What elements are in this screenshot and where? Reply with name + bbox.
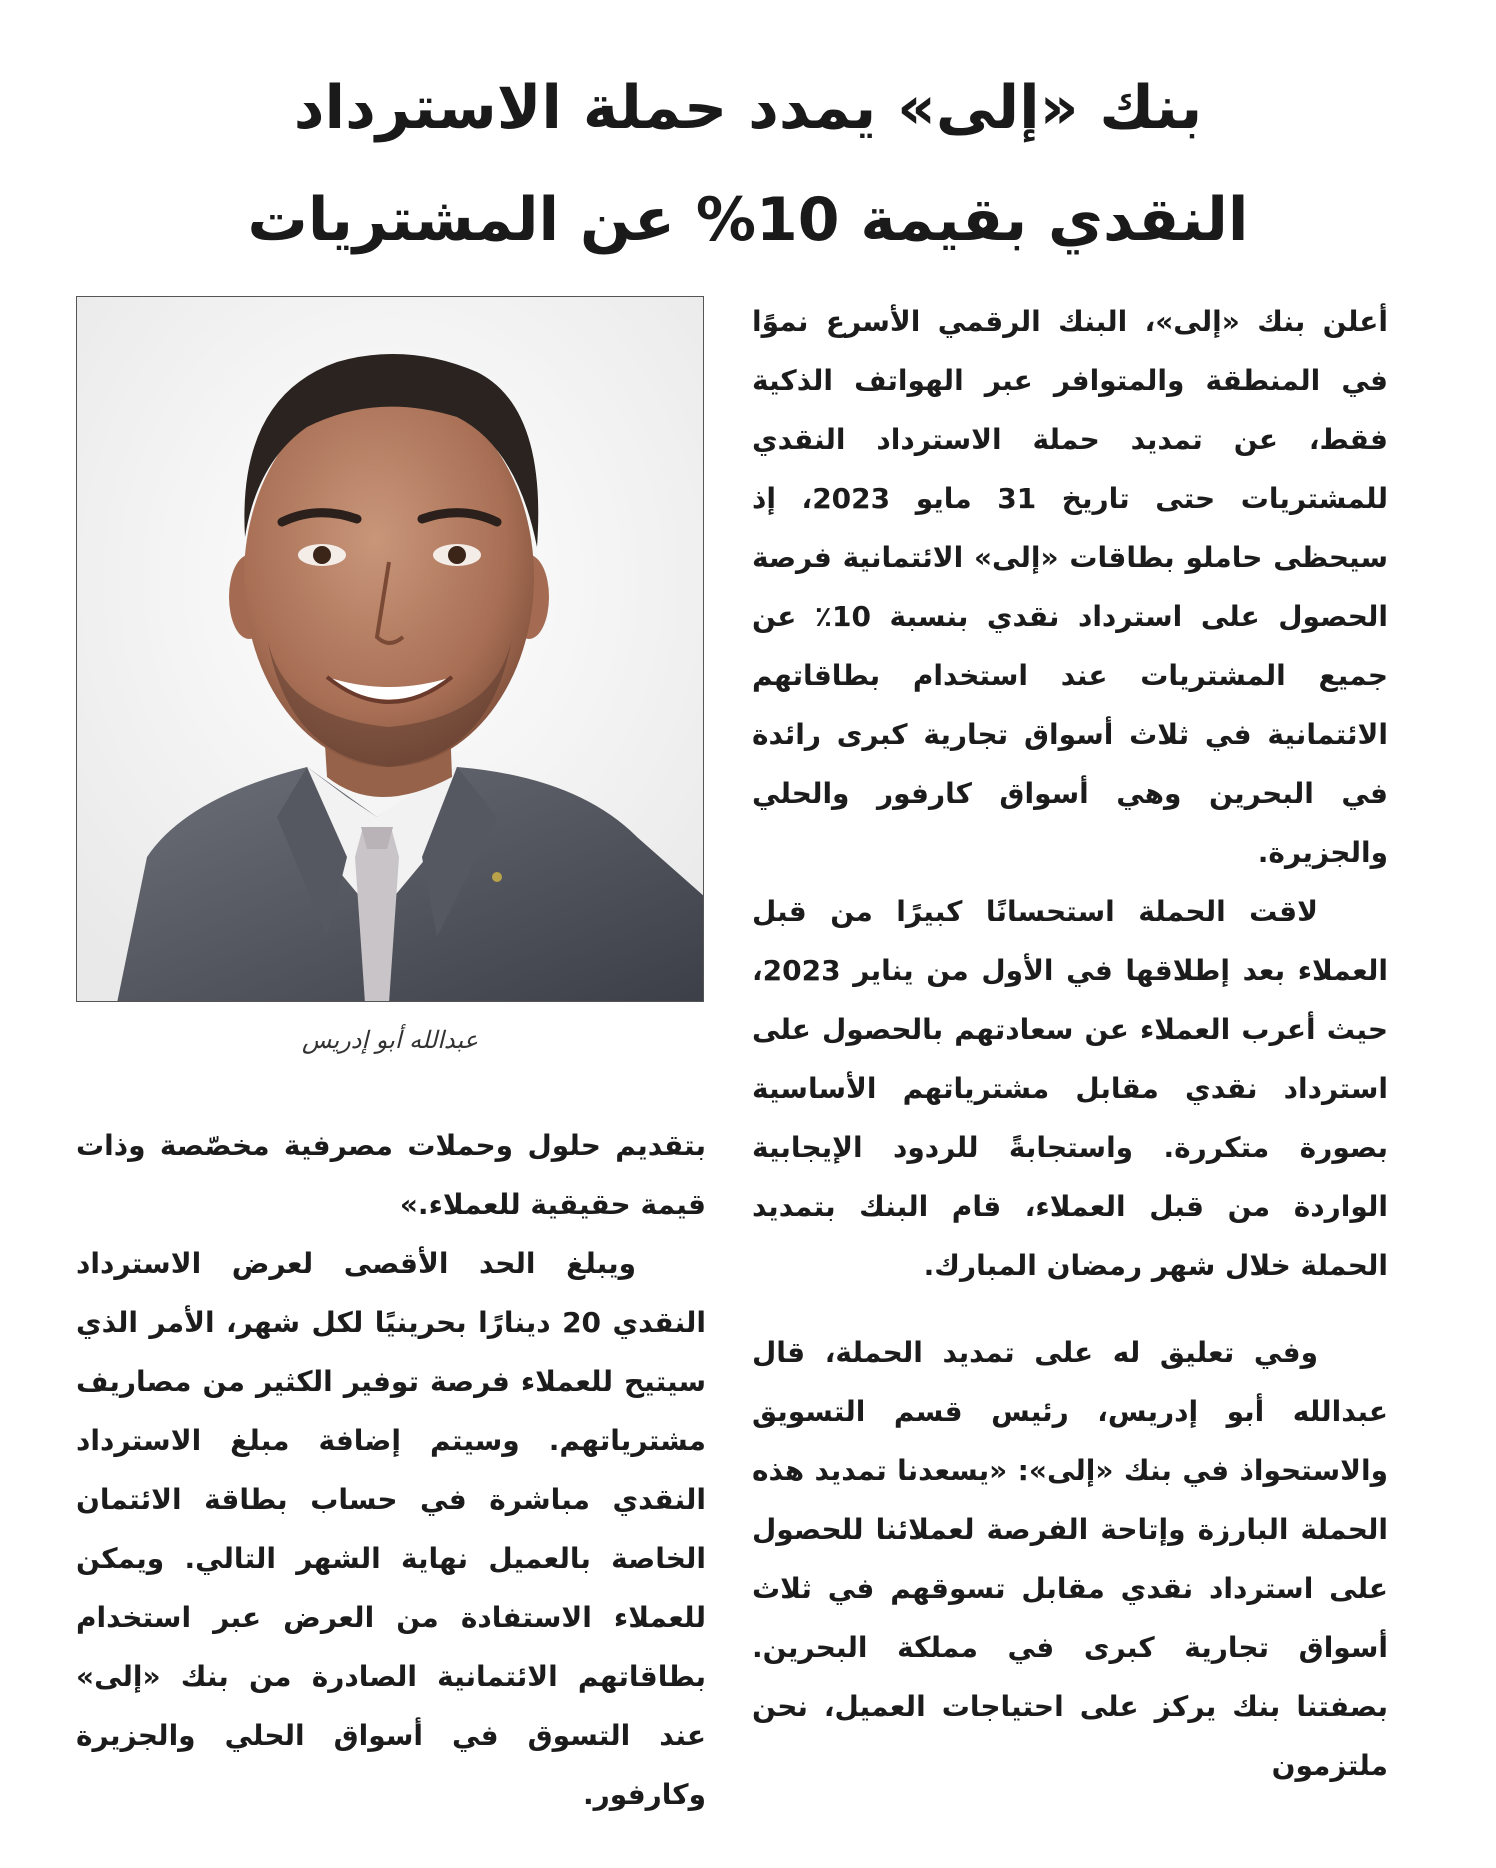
headline [60, 52, 1436, 276]
headline-line-1: بنك «إلى» يمدد حملة الاسترداد [293, 73, 1203, 143]
headline-line-2: النقدي بقيمة 10% عن المشتريات [247, 185, 1249, 255]
paragraph-quote-end: بتقديم حلول وحملات مصرفية مخصّصة وذات قيمة حقيقية للعملاء.» [76, 1129, 706, 1221]
article-column-left [76, 1116, 706, 1824]
portrait-photo [76, 296, 704, 1002]
photo-caption: عبدالله أبو إدريس [301, 1026, 479, 1054]
paragraph-quote-start: وفي تعليق له على تمديد الحملة، قال عبدالله أبو إدريس، رئيس قسم التسويق والاستحواذ في بنك «إلى»: «يسعدنا تمديد هذه الحملة البارزة وإتاحة الفرصة لعملائنا للحصول على استرداد نقدي مقابل تسوقهم في ثلاث أسواق تجارية كبرى في مملكة البحرين. بصفتنا بنك يركز على احتياجات العميل، نحن ملتزمون [752, 1336, 1388, 1782]
paragraph-campaign-reception: لاقت الحملة استحسانًا كبيرًا من قبل العملاء بعد إطلاقها في الأول من يناير 2023، حيث أعرب العملاء عن سعادتهم بالحصول على استرداد نقدي مقابل مشترياتهم الأساسية بصورة متكررة. واستجابةً للردود الإيجابية الواردة من قبل العملاء، قام البنك بتمديد الحملة خلال شهر رمضان المبارك. [752, 895, 1388, 1282]
paragraph-announcement: أعلن بنك «إلى»، البنك الرقمي الأسرع نموًا في المنطقة والمتوافر عبر الهواتف الذكية فقط، عن تمديد حملة الاسترداد النقدي للمشتريات حتى تاريخ 31 مايو 2023، إذ سيحظى حاملو بطاقات «إلى» الائتمانية فرصة الحصول على استرداد نقدي بنسبة 10٪ عن جميع المشتريات عند استخدام بطاقاتهم الائتمانية في ثلاث أسواق تجارية كبرى رائدة في البحرين وهي أسواق كارفور والحلي والجزيرة. [752, 305, 1388, 869]
portrait-illustration [77, 297, 704, 1002]
paragraph-cashback-details: ويبلغ الحد الأقصى لعرض الاسترداد النقدي 20 دينارًا بحرينيًا لكل شهر، الأمر الذي سيتيح للعملاء فرصة توفير الكثير من مصاريف مشترياتهم. وسيتم إضافة مبلغ الاسترداد النقدي مباشرة في حساب بطاقة الائتمان الخاصة بالعميل نهاية الشهر التالي. ويمكن للعملاء الاستفادة من العرض عبر استخدام بطاقاتهم الائتمانية الصادرة من بنك «إلى» عند التسوق في أسواق الحلي والجزيرة وكارفور. [76, 1247, 706, 1811]
article-column-right [752, 292, 1388, 1795]
